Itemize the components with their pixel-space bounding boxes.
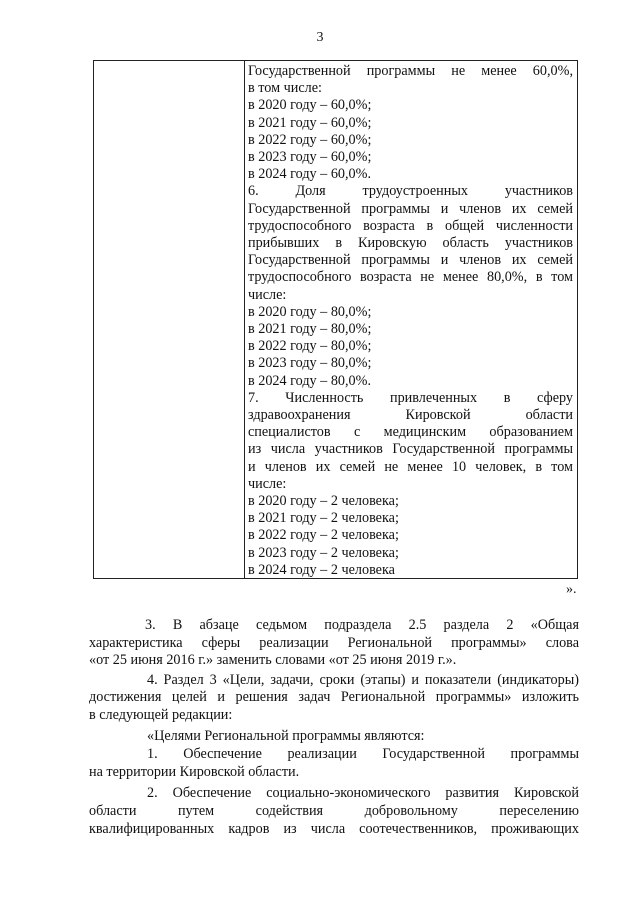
table-line: трудоспособного возраста в общей численности — [248, 217, 573, 234]
text-line: области путем содействия добровольному переселению — [89, 802, 579, 819]
table-line: в 2020 году – 2 человека; — [248, 493, 399, 510]
text-line: 3. В абзаце седьмом подраздела 2.5 раздела 2 «Общая — [145, 617, 579, 633]
table-line: в 2023 году – 80,0%; — [248, 355, 372, 372]
paragraph-4 — [89, 672, 579, 725]
table-line: в 2021 году – 2 человека; — [248, 510, 399, 527]
table-line: в 2022 году – 2 человека; — [248, 527, 399, 544]
table-line: в 2023 году – 60,0%; — [248, 149, 372, 166]
table-line: в 2024 году – 80,0%. — [248, 372, 372, 389]
table-line: Государственной программы не менее 60,0%, — [248, 63, 573, 79]
table-line: в 2021 году – 60,0%; — [248, 114, 372, 131]
closing-quote: ». — [566, 582, 577, 597]
paragraph-3 — [145, 617, 579, 635]
table-line: прибывших в Кировскую область участников — [248, 235, 573, 252]
page-number: 3 — [316, 30, 324, 45]
table-line: Государственной программы и членов их семей — [248, 252, 573, 269]
table-line: в 2020 году – 80,0%; — [248, 303, 372, 320]
text-line: квалифицированных кадров из числа соотечественников, проживающих — [89, 820, 579, 837]
text-line: 4. Раздел 3 «Цели, задачи, сроки (этапы) и показатели (индикаторы) — [147, 671, 579, 688]
paragraph-6 — [89, 746, 579, 781]
table-line: в 2024 году – 60,0%. — [248, 166, 372, 183]
table-line: Государственной программы и членов их семей — [248, 200, 573, 217]
text-line: 1. Обеспечение реализации Государственной программы — [147, 746, 579, 763]
table-line: и членов их семей не менее 10 человек, в том — [248, 458, 573, 475]
table-line: в 2021 году – 80,0%; — [248, 321, 372, 338]
text-line: в следующей редакции: — [89, 706, 233, 723]
table-right-cell — [245, 61, 577, 578]
text-line: «Целями Региональной программы являются: — [147, 727, 425, 744]
table-line: 7. Численность привлеченных в сферу — [248, 389, 573, 406]
table-line: числе: — [248, 286, 287, 303]
text-line: «от 25 июня 2016 г.» заменить словами «от 25 июня 2019 г.». — [89, 652, 457, 669]
text-line: 2. Обеспечение социально-экономического развития Кировской — [147, 785, 579, 802]
table-line: числе: — [248, 475, 287, 492]
table-line: в 2023 году – 2 человека; — [248, 544, 399, 561]
table-line: трудоспособного возраста не менее 80,0%, в том — [248, 269, 573, 286]
table-line: в 2022 году – 60,0%; — [248, 131, 372, 148]
table-line: специалистов с медицинским образованием — [248, 424, 573, 441]
table-line: здравоохранения Кировской области — [248, 407, 573, 424]
table-line: в том числе: — [248, 80, 322, 97]
document-table — [93, 60, 578, 579]
table-line: в 2024 году – 2 человека — [248, 561, 395, 578]
text-line: на территории Кировской области. — [89, 763, 300, 780]
text-line: достижения целей и решения задач Региональной программы» изложить — [89, 689, 579, 706]
table-line: из числа участников Государственной программы — [248, 441, 573, 458]
paragraph-7 — [89, 785, 579, 838]
table-line: в 2020 году – 60,0%; — [248, 97, 372, 114]
paragraph-5 — [147, 728, 579, 746]
text-line: характеристика сферы реализации Региональной программы» слова — [89, 634, 579, 651]
table-line: 6. Доля трудоустроенных участников — [248, 183, 573, 200]
table-left-cell — [94, 61, 245, 578]
table-line: в 2022 году – 80,0%; — [248, 338, 372, 355]
paragraph-3-cont — [89, 635, 579, 670]
body-text — [89, 617, 579, 838]
